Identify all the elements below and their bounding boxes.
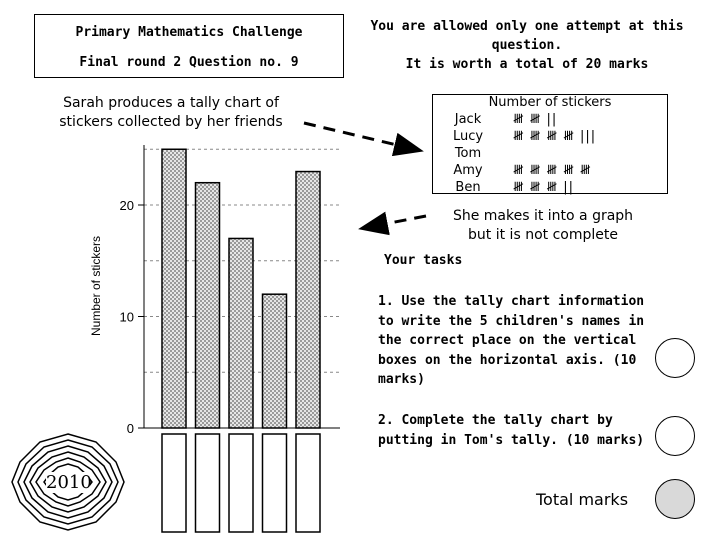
- total-mark-circle: [655, 479, 695, 519]
- graph-note-line: but it is not complete: [468, 227, 618, 243]
- attempt-note-line: It is worth a total of 20 marks: [405, 57, 649, 72]
- attempt-note-line: question.: [491, 38, 563, 53]
- tally-name: Jack: [454, 112, 482, 127]
- task-1-mark-circle: [655, 338, 695, 378]
- name-box[interactable]: [263, 434, 287, 532]
- task-2-mark-circle: [655, 416, 695, 456]
- intro-line: stickers collected by her friends: [59, 114, 283, 130]
- tally-marks: 𝍸 𝍸 𝍸 ||: [513, 180, 574, 195]
- y-axis-label: Number of stickers: [89, 235, 103, 337]
- tally-marks: 𝍸 𝍸 𝍸 𝍸 𝍸: [513, 163, 592, 178]
- y-tick-label: 20: [119, 198, 134, 213]
- task-line: boxes on the horizontal axis. (10: [378, 352, 637, 368]
- tally-marks: 𝍸 𝍸 𝍸 𝍸 |||: [513, 129, 597, 144]
- task-line: the correct place on the vertical: [378, 333, 637, 348]
- task-line: putting in Tom's tally. (10 marks): [378, 432, 645, 448]
- tally-name: Tom: [454, 146, 482, 161]
- question-number: Final round 2 Question no. 9: [79, 55, 299, 70]
- bar: [229, 238, 253, 428]
- task-line: 1. Use the tally chart information: [378, 294, 645, 309]
- y-tick-label: 0: [126, 421, 134, 436]
- task-line: 2. Complete the tally chart by: [378, 413, 613, 428]
- total-marks-label: Total marks: [536, 490, 629, 509]
- task-line: to write the 5 children's names in: [378, 313, 645, 329]
- tasks-heading: Your tasks: [384, 253, 463, 268]
- bar: [196, 183, 220, 428]
- task-1: [378, 292, 658, 390]
- tally-name: Amy: [453, 163, 483, 178]
- competition-title: Primary Mathematics Challenge: [75, 25, 303, 40]
- name-box[interactable]: [229, 434, 253, 532]
- y-tick-label: 10: [119, 309, 134, 325]
- tally-heading: Number of stickers: [488, 95, 612, 110]
- name-box[interactable]: [162, 434, 186, 532]
- name-boxes: [162, 434, 320, 532]
- task-2: [378, 411, 658, 450]
- bar: [162, 149, 186, 428]
- tally-marks: 𝍸 𝍸 ||: [513, 112, 558, 127]
- graph-note-line: She makes it into a graph: [452, 208, 634, 224]
- y-ticks: [120, 198, 144, 436]
- name-box[interactable]: [296, 434, 320, 532]
- attempt-note-line: You are allowed only one attempt at this: [370, 19, 684, 34]
- name-box[interactable]: [196, 434, 220, 532]
- task-line: marks): [378, 372, 425, 387]
- bar: [263, 294, 287, 428]
- bar: [296, 172, 320, 428]
- tally-name: Ben: [455, 180, 481, 195]
- intro-line: Sarah produces a tally chart of: [63, 95, 279, 111]
- tally-name: Lucy: [452, 129, 484, 144]
- bars: [162, 149, 320, 428]
- logo-year: 2010: [46, 472, 92, 493]
